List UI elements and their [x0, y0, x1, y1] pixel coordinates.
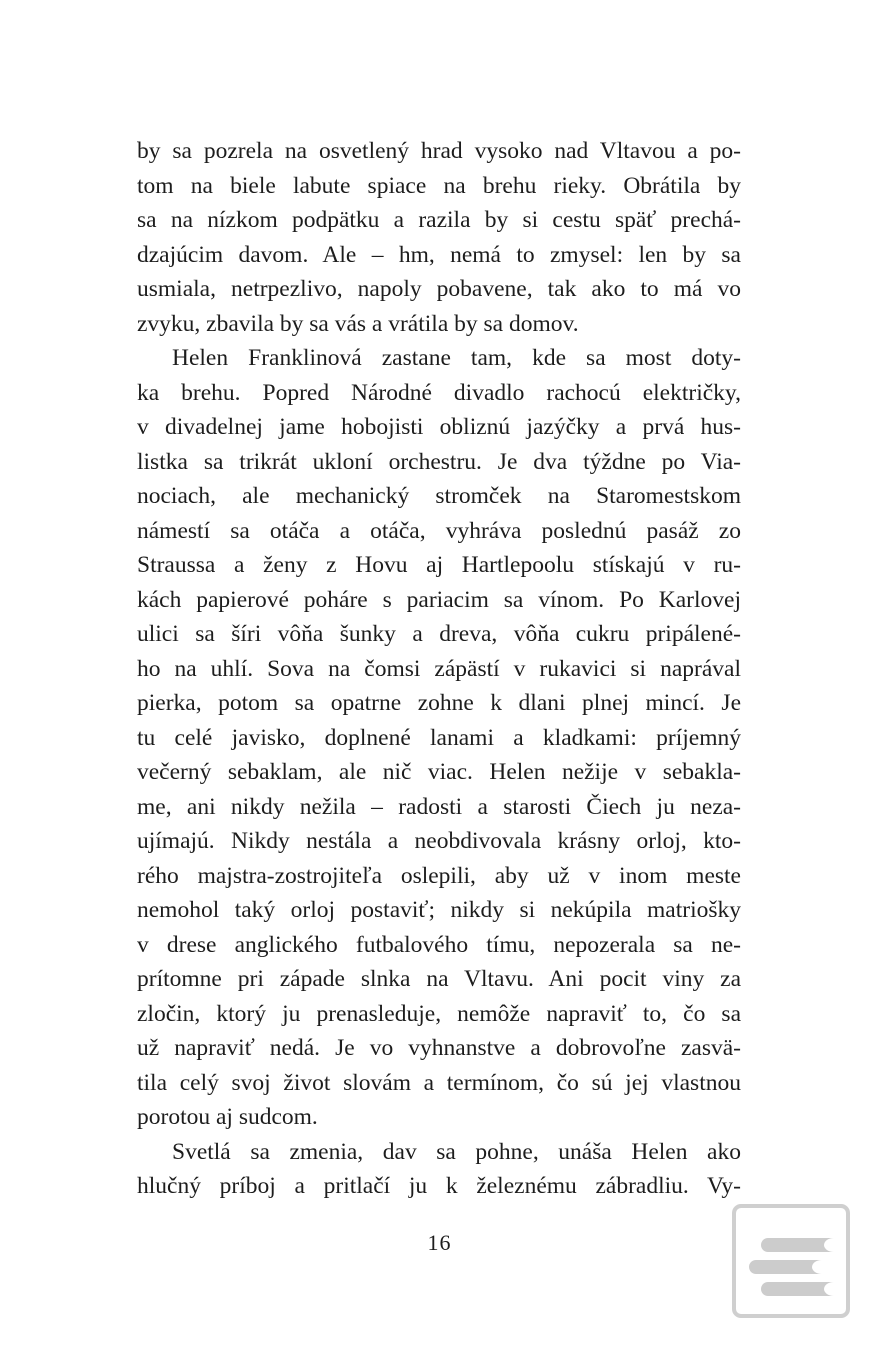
text-line: v divadelnej jame hobojisti obliznú jazýčky a prvá hus-: [137, 414, 741, 440]
text-line: ulici sa šíri vôňa šunky a dreva, vôňa cukru pripálené-: [137, 621, 741, 647]
stacked-books-icon: [736, 1208, 854, 1322]
text-line: rého majstra-zostrojiteľa oslepili, aby už v inom meste: [137, 862, 741, 889]
text-line: me, ani nikdy nežila – radosti a starosti Čiech ju neza-: [137, 793, 741, 820]
text-line: ka brehu. Popred Národné divadlo rachocú električky,: [137, 379, 741, 406]
text-line: nociach, ale mechanický stromček na Staromestskom: [137, 483, 741, 509]
text-line: námestí sa otáča a otáča, vyhráva poslednú pasáž zo: [137, 517, 741, 544]
text-line: Straussa a ženy z Hovu aj Hartlepoolu stískajú v ru-: [137, 552, 741, 578]
text-line: večerný sebaklam, ale nič viac. Helen nežije v sebakla-: [137, 759, 741, 785]
text-line: dzajúcim davom. Ale – hm, nemá to zmysel: len by sa: [137, 241, 741, 268]
text-line: prítomne pri západe slnka na Vltavu. Ani pocit viny za: [137, 966, 741, 992]
text-line: sa na nízkom podpätku a razila by si cestu späť prechá-: [137, 207, 741, 233]
text-line: ho na uhlí. Sova na čomsi zápästí v rukavici si naprával: [137, 655, 741, 682]
text-line: nemohol taký orloj postaviť; nikdy si nekúpila matriošky: [137, 897, 741, 923]
text-line: tom na biele labute spiace na brehu rieky. Obrátila by: [137, 172, 741, 199]
text-line: ujímajú. Nikdy nestála a neobdivovala krásny orloj, kto-: [137, 828, 741, 854]
text-line: by sa pozrela na osvetlený hrad vysoko nad Vltavou a po-: [137, 138, 741, 164]
page-number: 16: [427, 1230, 452, 1255]
text-line: kách papierové poháre s pariacim sa vínom. Po Karlovej: [137, 586, 741, 613]
text-line: Svetlá sa zmenia, dav sa pohne, unáša Helen ako: [172, 1138, 741, 1165]
body-text: [137, 134, 741, 1204]
text-line: pierka, potom sa opatrne zohne k dlani plnej mincí. Je: [137, 690, 741, 716]
text-line: hlučný príboj a pritlačí ju k železnému zábradliu. Vy-: [137, 1173, 741, 1199]
text-line: tila celý svoj život slovám a termínom, čo sú jej vlastnou: [137, 1069, 741, 1096]
text-line: zvyku, zbavila by sa vás a vrátila by sa domov.: [137, 310, 579, 337]
books-badge: [732, 1204, 850, 1318]
text-line: listka sa trikrát ukloní orchestru. Je dva týždne po Via-: [137, 448, 741, 475]
text-line: zločin, ktorý ju prenasleduje, nemôže napraviť to, čo sa: [137, 1000, 741, 1027]
text-line: porotou aj sudcom.: [137, 1104, 318, 1130]
text-line: tu celé javisko, doplnené lanami a kladkami: príjemný: [137, 724, 741, 751]
text-line: Helen Franklinová zastane tam, kde sa most doty-: [172, 345, 741, 371]
text-line: usmiala, netrpezlivo, napoly pobavene, tak ako to má vo: [137, 276, 741, 302]
text-line: v drese anglického futbalového tímu, nepozerala sa ne-: [137, 931, 741, 958]
text-line: už napraviť nedá. Je vo vyhnanstve a dobrovoľne zasvä-: [137, 1035, 741, 1061]
